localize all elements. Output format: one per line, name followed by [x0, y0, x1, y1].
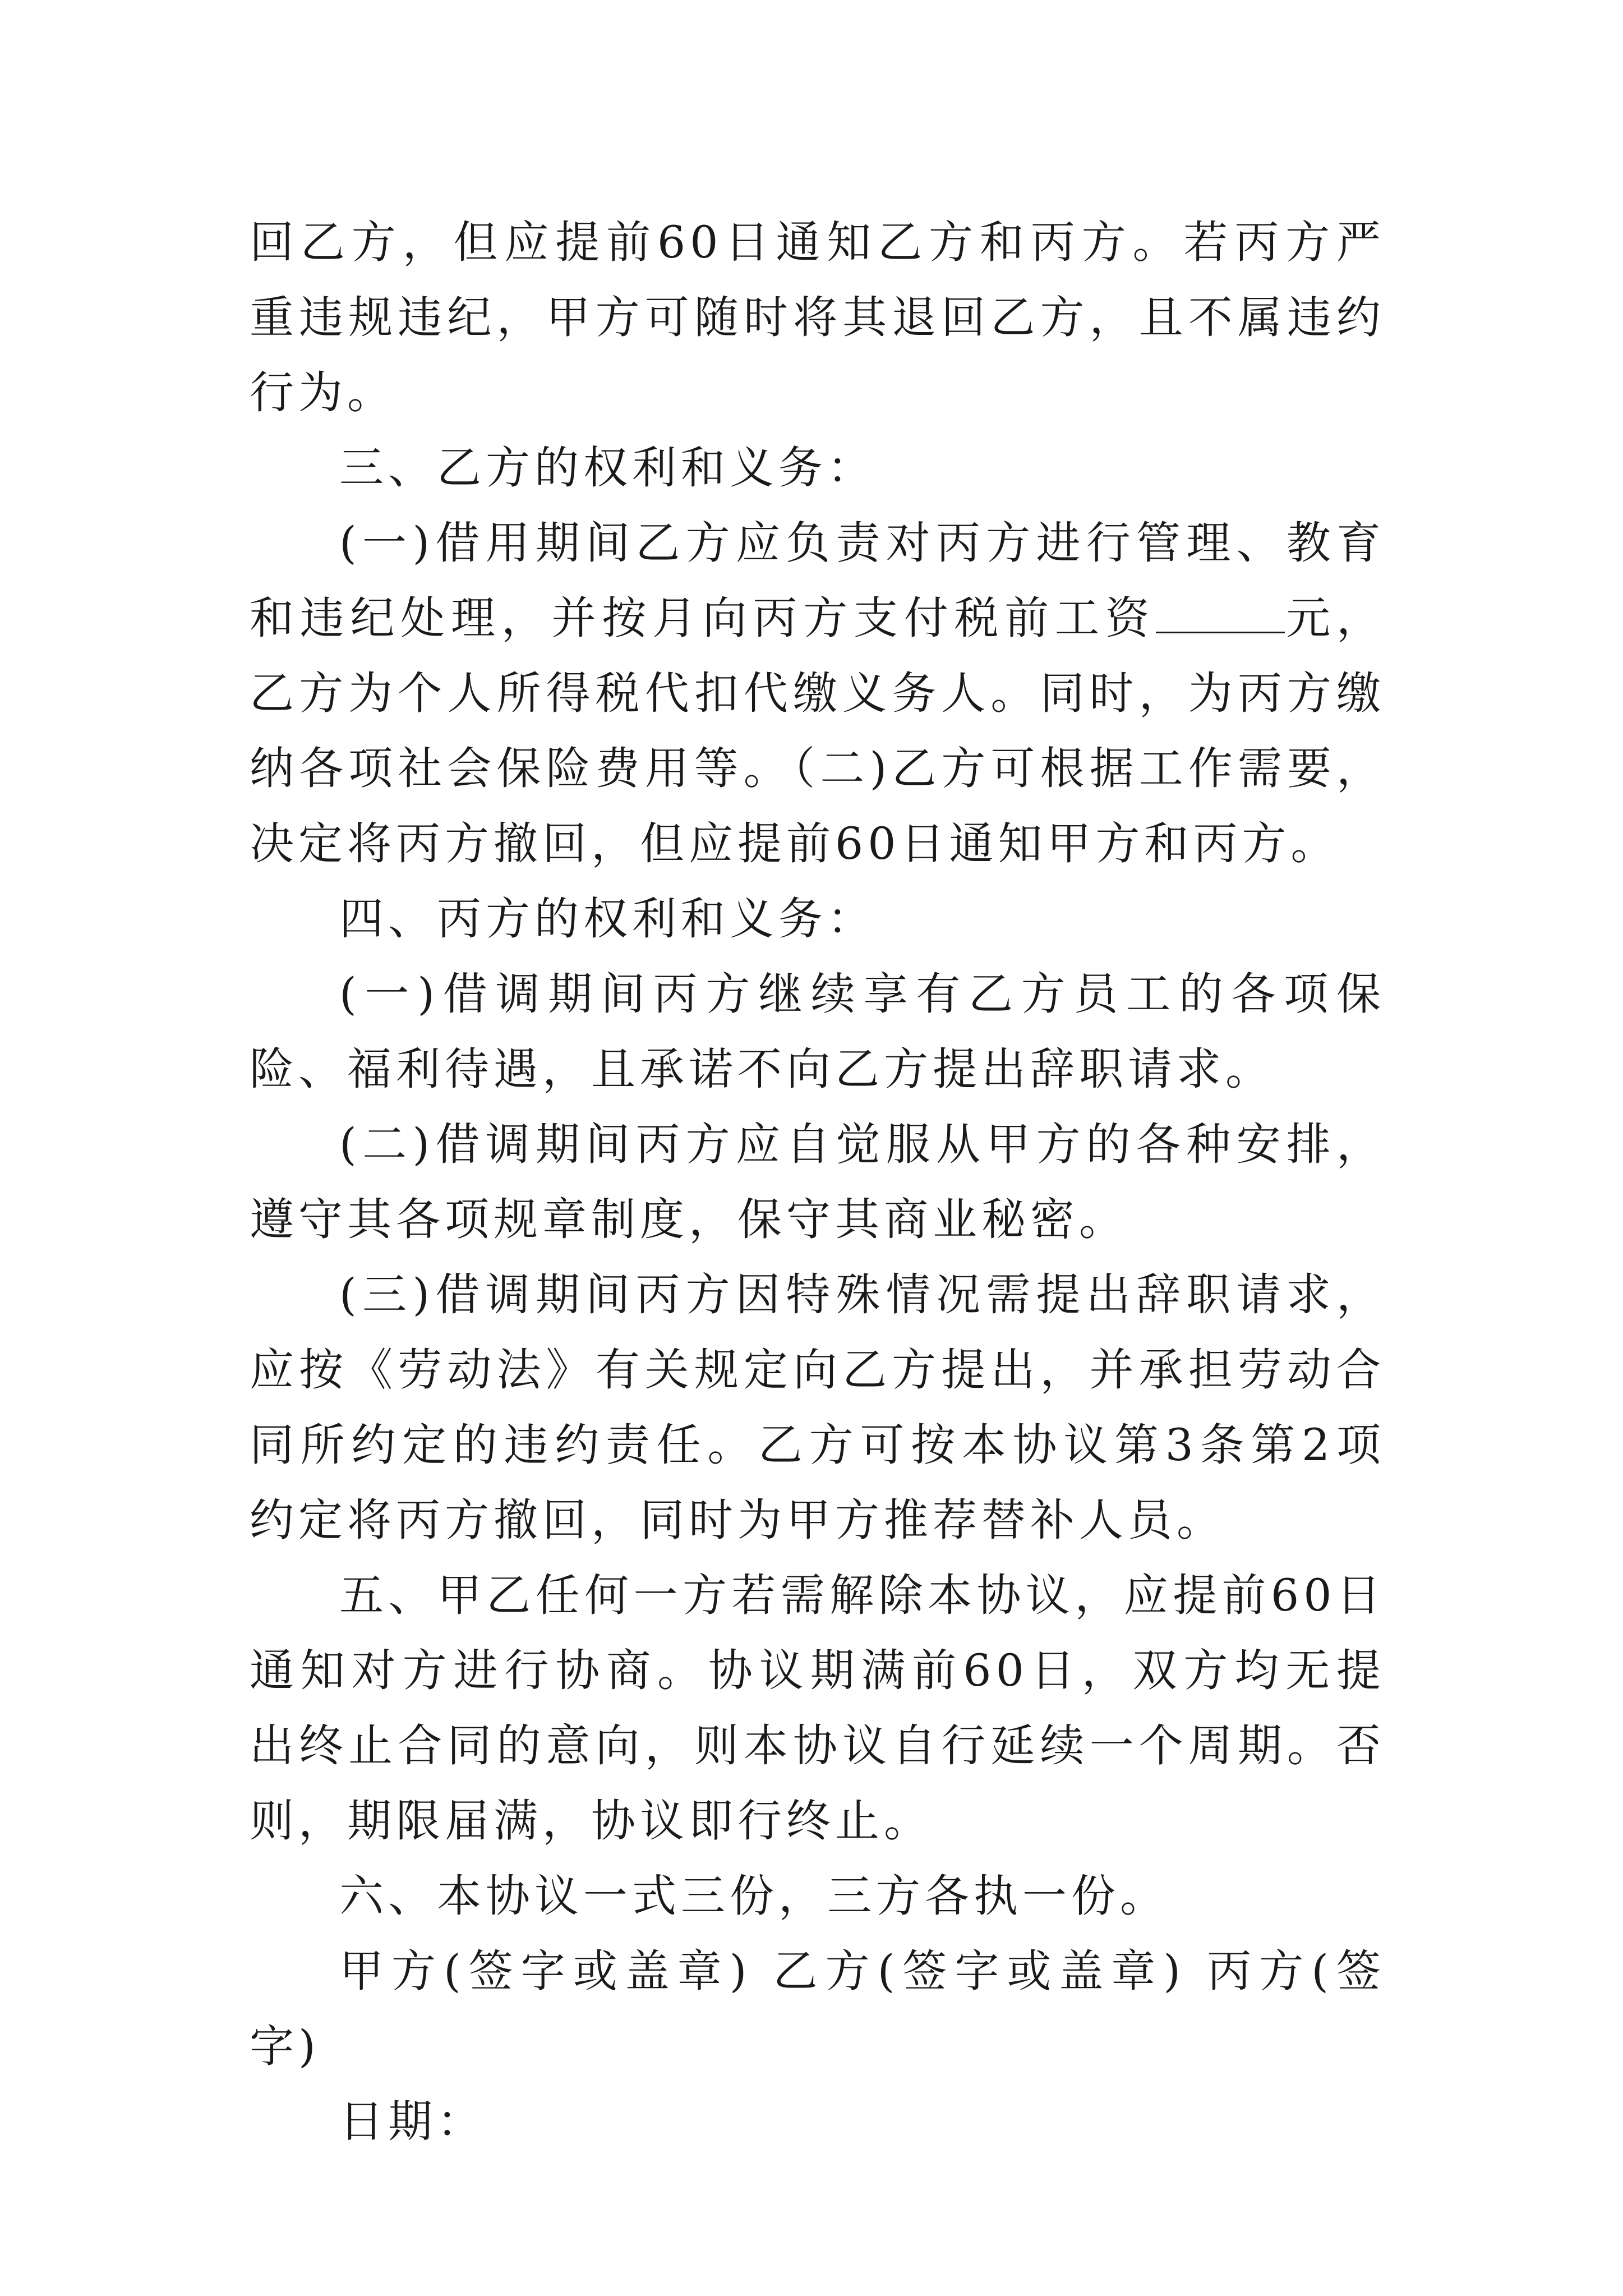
paragraph-party-c-item-3: (三)借调期间丙方因特殊情况需提出辞职请求，应按《劳动法》有关规定向乙方提出，并承担劳动合同所约定的违约责任。乙方可按本协议第3条第2项约定将丙方撤回，同时为甲方推荐替补人员。 — [250, 1269, 1385, 1546]
party-b-duties-text-2: 元，乙方为个人所得税代扣代缴义务人。同时，为丙方缴纳各项社会保险费用等。（二)乙方可根据工作需要，决定将丙方撤回，但应提前60日通知甲方和丙方。 — [250, 592, 1385, 869]
paragraph-party-b-duties — [250, 505, 1385, 881]
signature-line: 甲方(签字或盖章) 乙方(签字或盖章) 丙方(签字) — [250, 1945, 1385, 2072]
paragraph-copies: 六、本协议一式三份，三方各执一份。 — [339, 1870, 1169, 1922]
party-b-duties-text-1: (一)借用期间乙方应负责对丙方进行管理、教育和违纪处理，并按月向丙方支付税前工资 — [250, 517, 1385, 644]
date-line: 日期： — [339, 2096, 486, 2147]
paragraph-continuation: 回乙方，但应提前60日通知乙方和丙方。若丙方严重违规违纪，甲方可随时将其退回乙方，且不属违约行为。 — [250, 217, 1385, 418]
document-body — [250, 205, 1385, 2159]
section-heading-party-c: 四、丙方的权利和义务： — [339, 893, 876, 945]
paragraph-party-c-item-1: (一)借调期间丙方继续享有乙方员工的各项保险、福利待遇，且承诺不向乙方提出辞职请求。 — [250, 968, 1385, 1095]
paragraph-termination: 五、甲乙任何一方若需解除本协议，应提前60日通知对方进行协商。协议期满前60日，双方均无提出终止合同的意向，则本协议自行延续一个周期。否则，期限届满，协议即行终止。 — [250, 1570, 1385, 1847]
salary-blank-line — [1156, 592, 1285, 633]
section-heading-party-b: 三、乙方的权利和义务： — [339, 442, 876, 494]
paragraph-party-c-item-2: (二)借调期间丙方应自觉服从甲方的各种安排，遵守其各项规章制度，保守其商业秘密。 — [250, 1119, 1385, 1245]
